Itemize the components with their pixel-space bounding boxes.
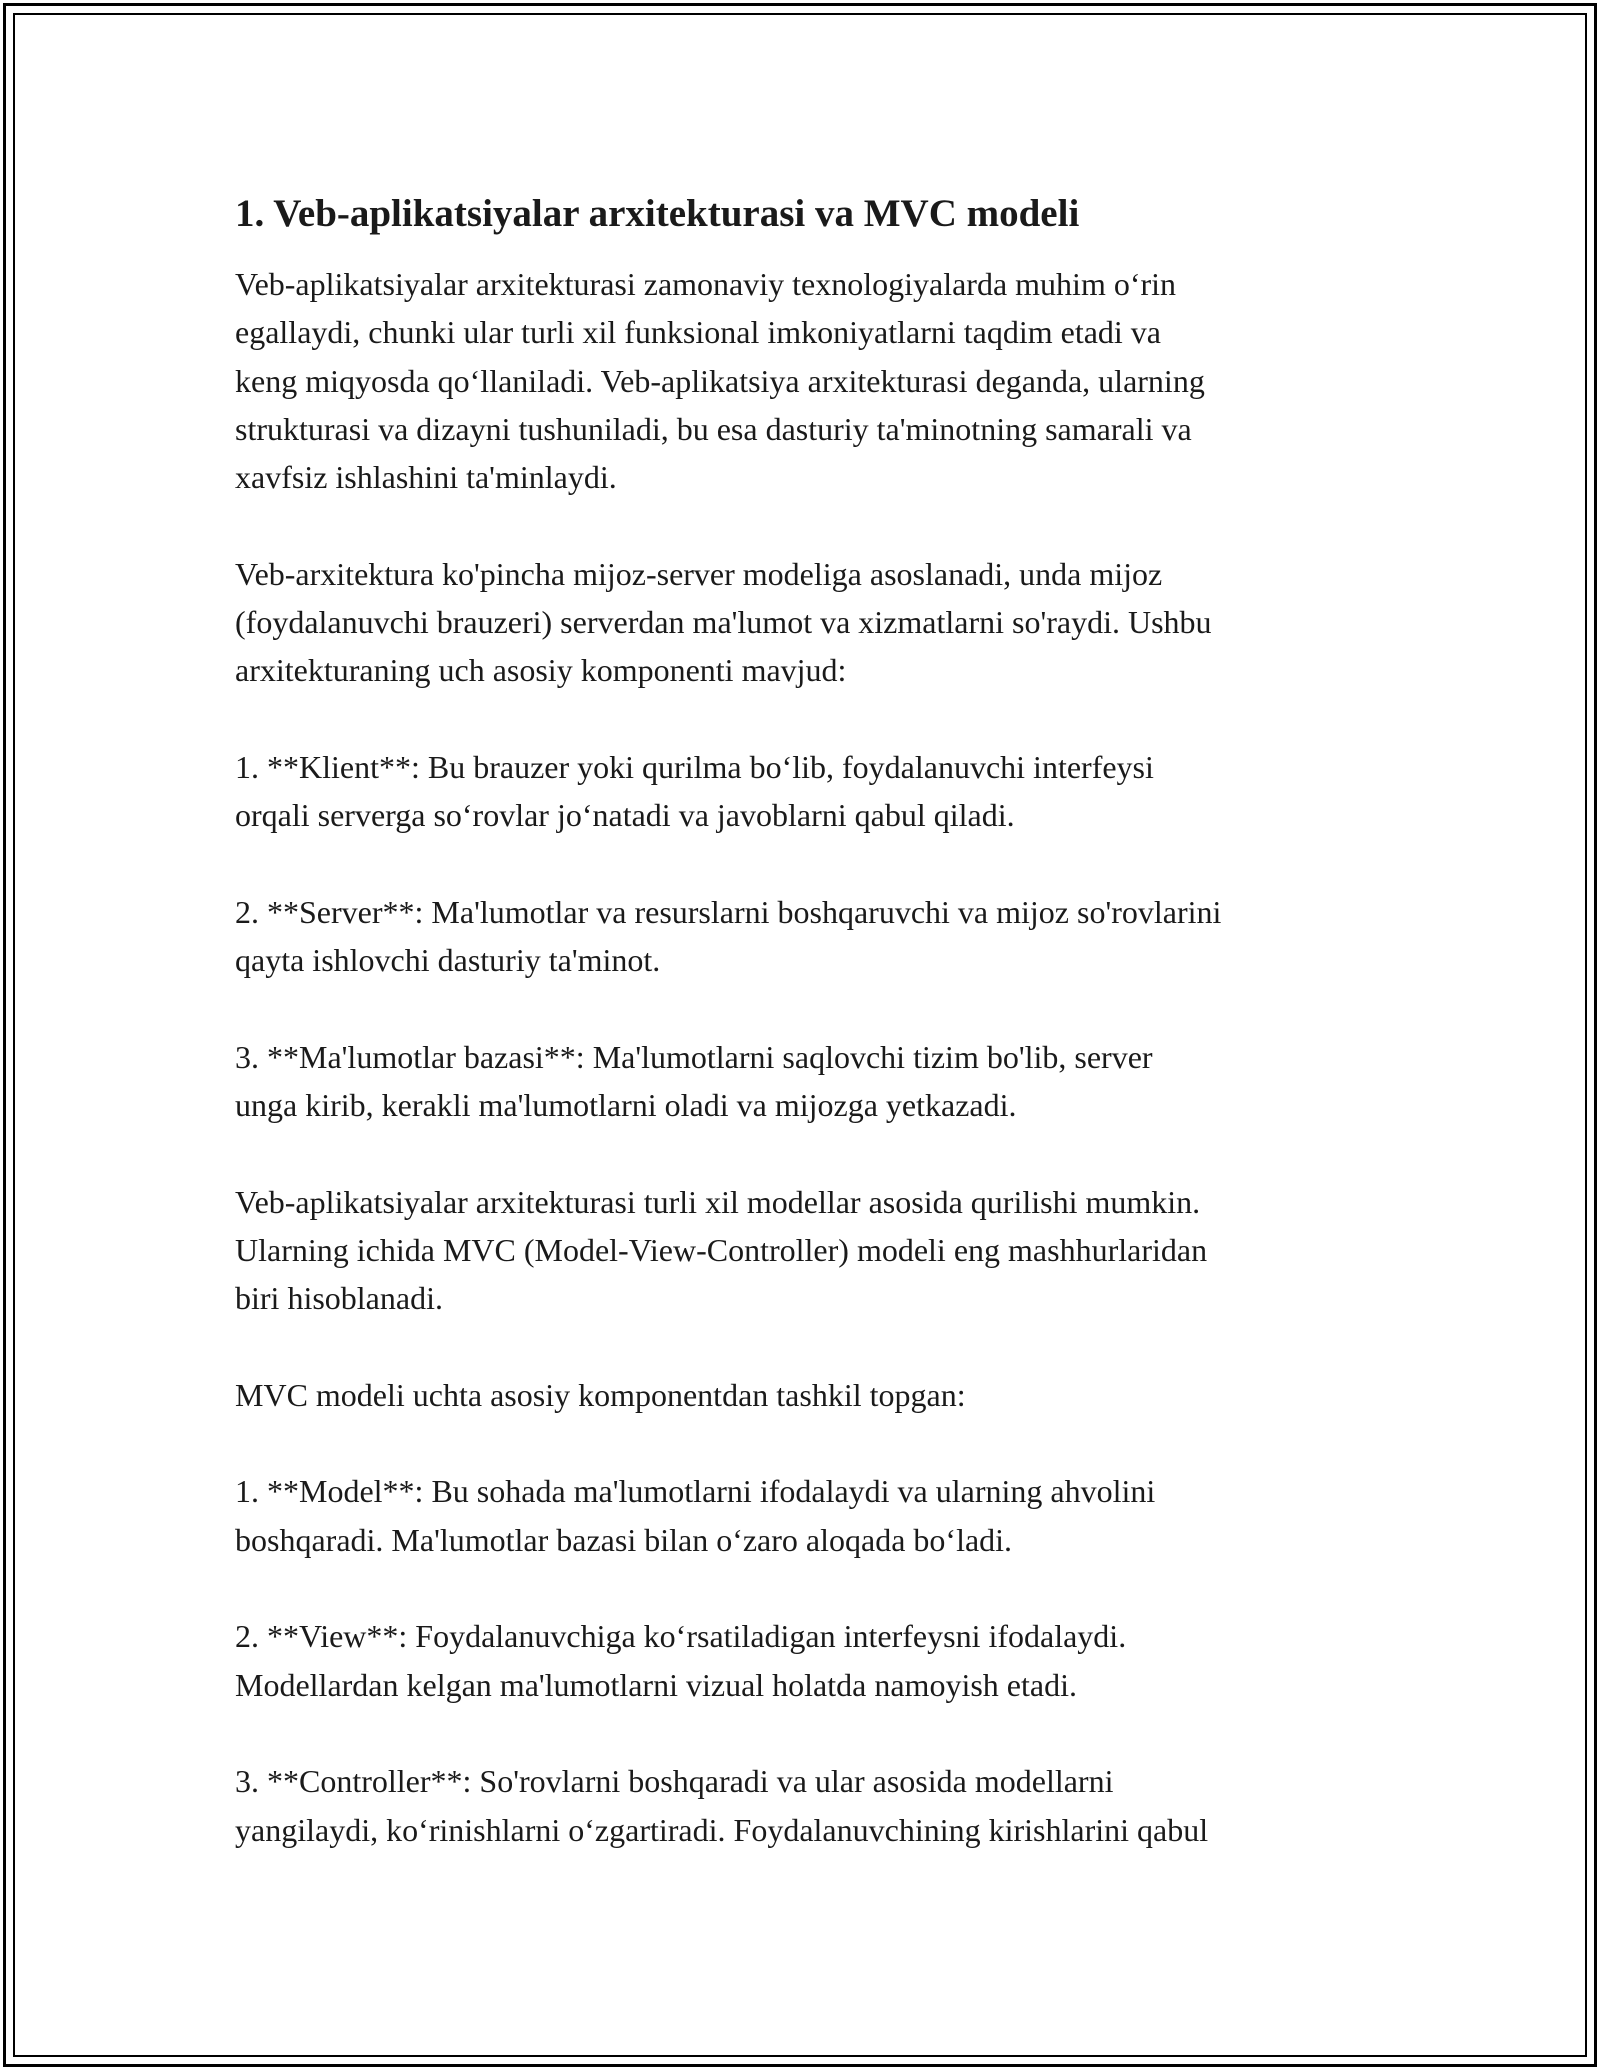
- paragraph-models: Veb-aplikatsiyalar arxitekturasi turli xil modellar asosida qurilishi mumkin. Ularning ichida MVC (Model-View-Controller) modeli eng mashhurlaridan biri hisoblanadi.: [235, 1183, 1208, 1317]
- page-title: 1. Veb-aplikatsiyalar arxitekturasi va MVC modeli: [235, 192, 1080, 235]
- paragraph-client-server: Veb-arxitektura ko'pincha mijoz-server modeliga asoslanadi, unda mijoz (foydalanuvchi brauzeri) serverdan ma'lumot va xizmatlarni so'raydi. Ushbu arxitekturaning uch asosiy komponenti mavjud:: [235, 555, 1212, 689]
- document-body: [235, 188, 1375, 1854]
- list-item-controller: 3. **Controller**: So'rovlarni boshqaradi va ular asosida modellarni yangilaydi, ko‘rinishlarni o‘zgartiradi. Foydalanuvchining kirishlarini qabul: [235, 1763, 1209, 1848]
- list-item-view: 2. **View**: Foydalanuvchiga ko‘rsatiladigan interfeysni ifodalaydi. Modellardan kelgan ma'lumotlarni vizual holatda namoyish etadi.: [235, 1618, 1127, 1703]
- list-item-model: 1. **Model**: Bu sohada ma'lumotlarni ifodalaydi va ularning ahvolini boshqaradi. Ma'lumotlar bazasi bilan o‘zaro aloqada bo‘ladi.: [235, 1473, 1156, 1558]
- paragraph-mvc-intro: MVC modeli uchta asosiy komponentdan tashkil topgan:: [235, 1376, 966, 1413]
- list-item-server: 2. **Server**: Ma'lumotlar va resurslarni boshqaruvchi va mijoz so'rovlarini qayta ishlovchi dasturiy ta'minot.: [235, 893, 1222, 979]
- paragraph-intro: Veb-aplikatsiyalar arxitekturasi zamonaviy texnologiyalarda muhim o‘rin egallaydi, chunki ular turli xil funksional imkoniyatlarni taqdim etadi va keng miqyosda qo‘llaniladi. Veb-aplikatsiya arxitekturasi deganda, ularning strukturasi va dizayni tushuniladi, bu esa dasturiy ta'minotning samarali va xavfsiz ishlashini ta'minlaydi.: [235, 266, 1205, 496]
- list-item-client: 1. **Klient**: Bu brauzer yoki qurilma bo‘lib, foydalanuvchi interfeysi orqali serverga so‘rovlar jo‘natadi va javoblarni qabul qiladi.: [235, 748, 1154, 834]
- list-item-database: 3. **Ma'lumotlar bazasi**: Ma'lumotlarni saqlovchi tizim bo'lib, server unga kirib, kerakli ma'lumotlarni oladi va mijozga yetkazadi.: [235, 1038, 1153, 1124]
